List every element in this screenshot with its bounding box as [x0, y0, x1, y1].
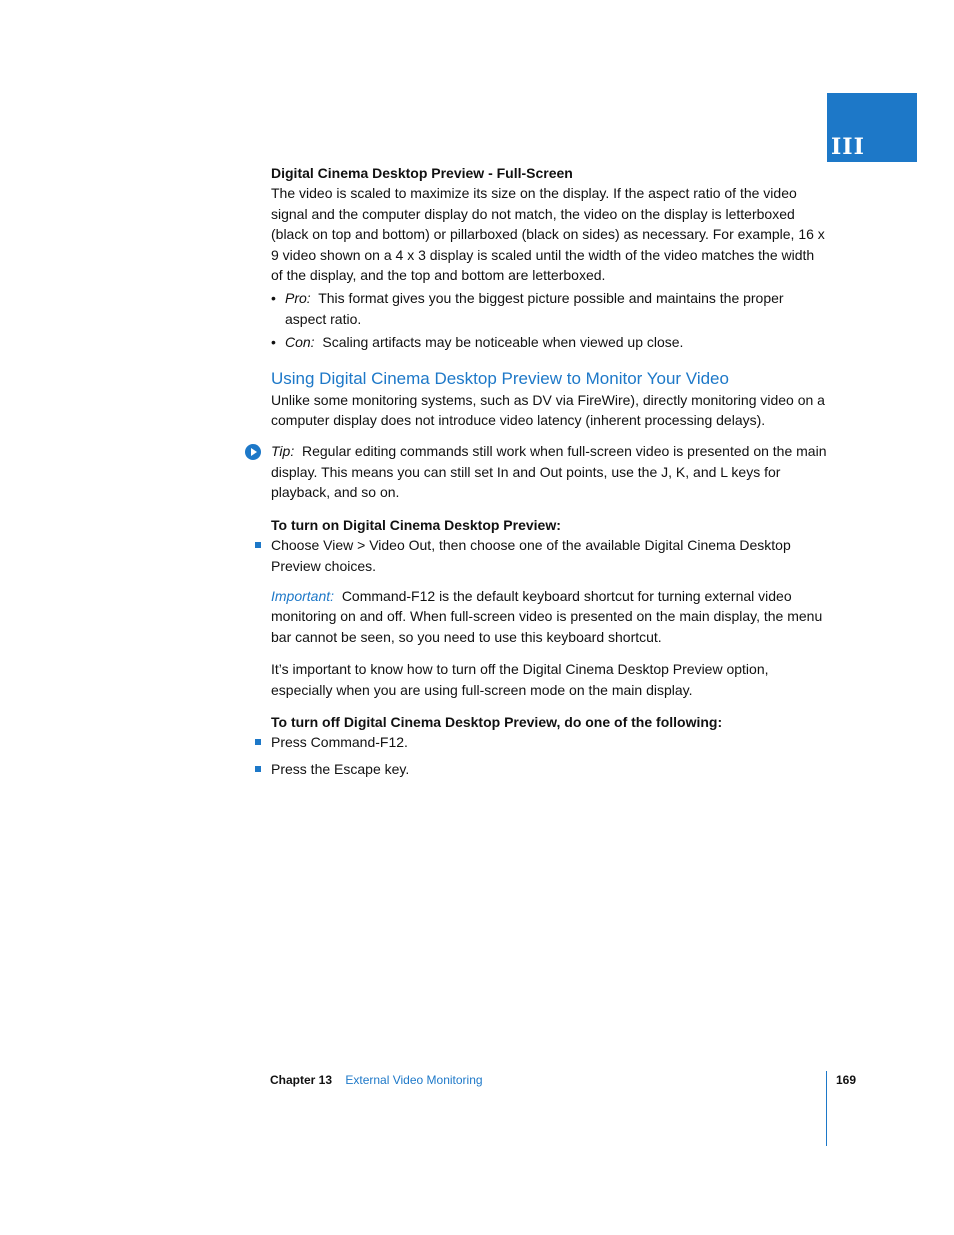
- task-heading: To turn on Digital Cinema Desktop Preview:: [271, 516, 561, 533]
- page-number: 169: [836, 1073, 857, 1087]
- important-text: Command-F12 is the default keyboard shortcut for turning external video monitoring on and off. When full-screen video is presented on the main display, the menu bar cannot be seen, so you need to use this keyboard shortcut.: [271, 587, 823, 645]
- pro-label: Pro:: [285, 290, 311, 307]
- task-step: [271, 732, 827, 752]
- task-step: [271, 535, 827, 576]
- chapter-number: Chapter 13: [270, 1073, 333, 1087]
- important-note: [271, 586, 827, 647]
- section-body: Unlike some monitoring systems, such as DV via FireWire), directly monitoring video on a computer display does not introduce video latency (inherent processing delays).: [271, 391, 825, 429]
- task-heading: To turn off Digital Cinema Desktop Preview, do one of the following:: [271, 713, 723, 730]
- part-tab-label: III: [831, 134, 865, 160]
- important-label: Important:: [271, 587, 335, 604]
- bullet-dot-icon: •: [271, 290, 276, 307]
- section-heading: Using Digital Cinema Desktop Preview to Monitor Your Video: [271, 368, 729, 388]
- task-step: [271, 759, 827, 779]
- task-step-text: Choose View > Video Out, then choose one of the available Digital Cinema Desktop Preview choices.: [271, 537, 791, 574]
- con-label: Con:: [285, 334, 315, 351]
- task-step-text: Press Command-F12.: [271, 734, 408, 751]
- tip-block: [271, 441, 827, 502]
- play-arrow-icon: [245, 444, 261, 460]
- info-paragraph: It’s important to know how to turn off the Digital Cinema Desktop Preview option, especially when you are using full-screen mode on the main display.: [271, 661, 769, 698]
- square-bullet-icon: [255, 766, 261, 772]
- pros-cons-list: [271, 288, 827, 352]
- task-step-text: Press the Escape key.: [271, 760, 410, 777]
- footer-divider: [826, 1071, 827, 1146]
- chapter-title-link[interactable]: External Video Monitoring: [345, 1073, 483, 1087]
- part-tab: [827, 93, 917, 162]
- tip-label: Tip:: [271, 443, 295, 460]
- square-bullet-icon: [255, 542, 261, 548]
- section-body: The video is scaled to maximize its size on the display. If the aspect ratio of the video signal and the computer display do not match, the video on the display is letterboxed (black on top and bottom) or pillarboxed (black on sides) as necessary. For example, 16 x 9 video shown on a 4 x 3 display is scaled until the width of the video matches the width of the display, and the top and bottom are letterboxed.: [271, 185, 825, 284]
- task-steps: [271, 535, 827, 576]
- list-item: [271, 332, 827, 352]
- section-subhead: Digital Cinema Desktop Preview - Full-Screen: [271, 165, 573, 181]
- tip-text: Regular editing commands still work when full-screen video is presented on the main display. This means you can still set In and Out points, use the J, K, and L keys for playback, and so on.: [271, 443, 827, 501]
- bullet-dot-icon: •: [271, 334, 276, 351]
- list-item: [271, 288, 827, 329]
- task-steps: [271, 732, 827, 779]
- con-text: Scaling artifacts may be noticeable when viewed up close.: [322, 334, 684, 351]
- page-content: [271, 160, 827, 785]
- square-bullet-icon: [255, 739, 261, 745]
- footer-chapter: [270, 1073, 483, 1087]
- pro-text: This format gives you the biggest picture possible and maintains the proper aspect ratio.: [285, 290, 784, 327]
